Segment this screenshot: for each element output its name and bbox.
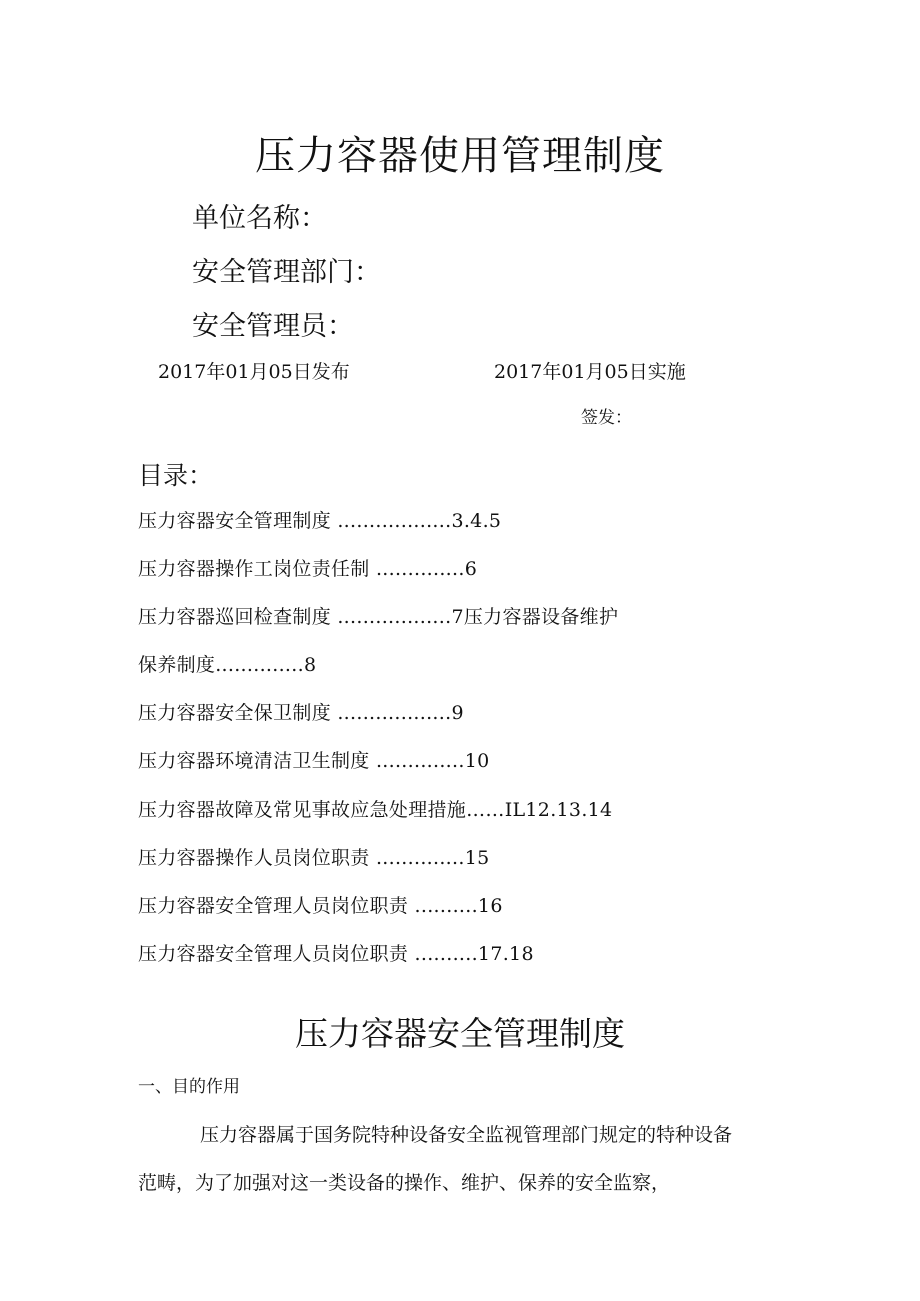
- safety-dept-label: 安全管理部门：: [192, 257, 381, 288]
- toc-item: 保养制度..............8: [138, 654, 317, 676]
- publish-date: 2017年01月05日发布: [158, 361, 350, 383]
- safety-officer-label: 安全管理员：: [192, 311, 354, 342]
- toc-item: 压力容器环境清洁卫生制度 ..............10: [138, 750, 490, 772]
- sign-label: 签发：: [581, 408, 632, 428]
- toc-item: 压力容器安全管理人员岗位职责 ..........16: [138, 895, 503, 917]
- toc-item: 压力容器安全保卫制度 ..................9: [138, 702, 464, 724]
- section-title: 压力容器安全管理制度: [295, 1014, 625, 1053]
- toc-heading: 目录：: [138, 461, 214, 490]
- toc-item: 压力容器安全管理制度 ..................3.4.5: [138, 510, 502, 532]
- document-title: 压力容器使用管理制度: [255, 133, 665, 179]
- toc-item: 压力容器巡回检查制度 ..................7压力容器设备维护: [138, 606, 619, 628]
- toc-item: 压力容器操作人员岗位职责 ..............15: [138, 847, 490, 869]
- unit-name-label: 单位名称：: [192, 203, 327, 234]
- effective-date: 2017年01月05日实施: [494, 361, 686, 383]
- toc-item: 压力容器操作工岗位责任制 ..............6: [138, 558, 478, 580]
- toc-item: 压力容器安全管理人员岗位职责 ..........17.18: [138, 943, 534, 965]
- toc-item: 压力容器故障及常见事故应急处理措施……IL12.13.14: [138, 799, 613, 821]
- section-subheading: 一、目的作用: [138, 1077, 240, 1097]
- paragraph-line: 范畴，为了加强对这一类设备的操作、维护、保养的安全监察，: [138, 1172, 671, 1194]
- paragraph-line: 压力容器属于国务院特种设备安全监视管理部门规定的特种设备: [200, 1124, 733, 1146]
